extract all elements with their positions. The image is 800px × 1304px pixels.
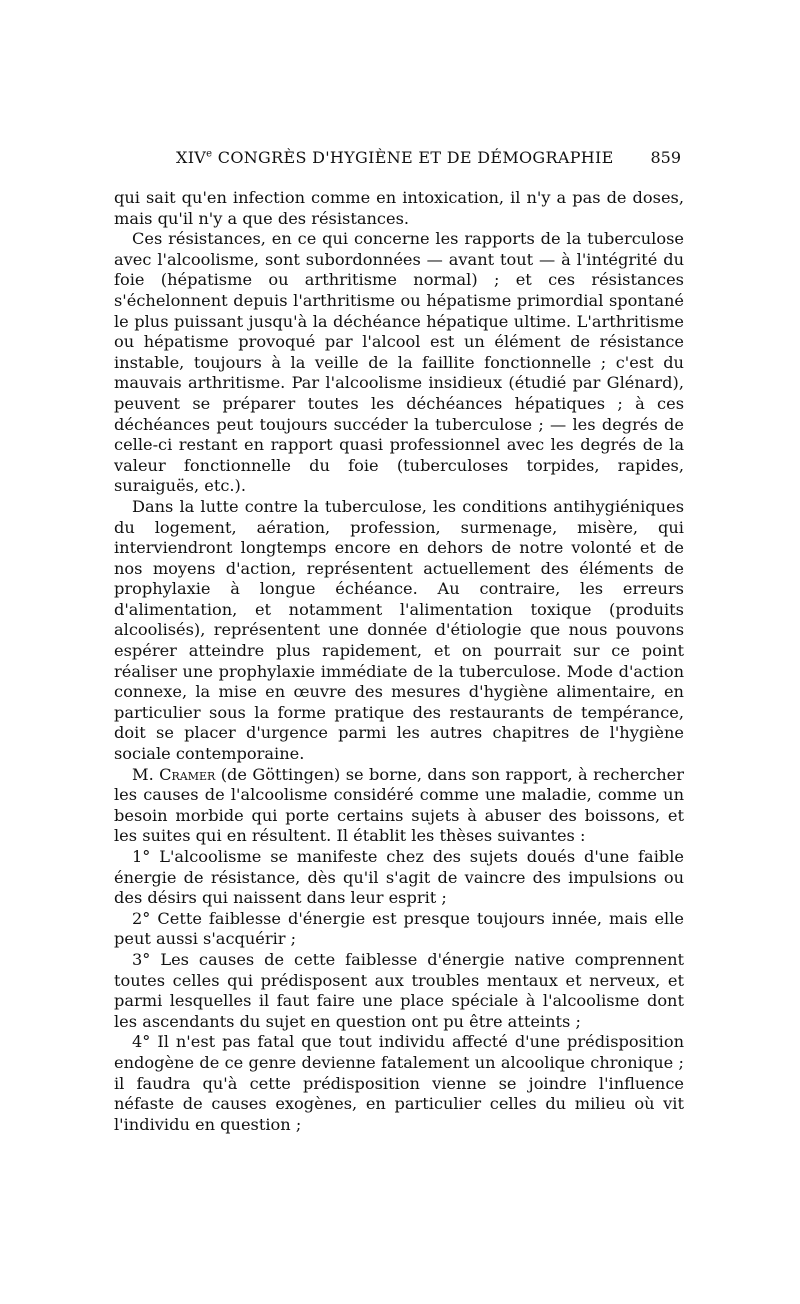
running-title-prefix: XIV [176, 148, 207, 167]
cramer-prefix: M. [132, 764, 160, 784]
cramer-name: Cramer [159, 764, 216, 784]
paragraph-resistances: Ces résistances, en ce qui concerne les rapports de la tuberculose avec l'alcoolisme, sont subordonnées — avant tout — à l'intégrité du foie (hépatisme ou arthritisme normal) ; et ces résistances s'échelonnent depuis l'arthritisme ou hépatisme primordial spontané le plus puissant jusqu'à la déchéance hépatique ultime. L'arthritisme ou hépatisme provoqué par l'alcool est un élément de résistance instable, toujours à la veille de la faillite fonctionnelle ; c'est du mauvais arthritisme. Par l'alcoolisme insidieux (étudié par Glénard), peuvent se préparer toutes les déchéances hépatiques ; à ces déchéances peut toujours succéder la tuberculose ; — les degrés de celle-ci restant en rapport quasi professionnel avec les degrés de la valeur fonctionnelle du foie (tuberculoses torpides, rapides, suraiguës, etc.). [114, 229, 684, 496]
running-header [110, 148, 685, 174]
running-title [176, 148, 614, 167]
running-title-text: CONGRÈS D'HYGIÈNE ET DE DÉMOGRAPHIE [212, 148, 614, 167]
body-text [114, 188, 684, 1135]
running-title-superscript: e [206, 148, 213, 160]
paragraph-cramer [114, 765, 684, 847]
paragraph-continuation: qui sait qu'en infection comme en intoxication, il n'y a pas de doses, mais qu'il n'y a que des résistances. [114, 188, 684, 228]
cramer-text: (de Göttingen) se borne, dans son rapport, à rechercher les causes de l'alcoolisme considéré comme une maladie, comme un besoin morbide qui porte certains sujets à abuser des boissons, et les suites qui en résultent. Il établit les thèses suivantes : [114, 764, 685, 846]
paragraph-lutte: Dans la lutte contre la tuberculose, les conditions antihygiéniques du logement, aération, profession, surmenage, misère, qui interviendront longtemps encore en dehors de notre volonté et de nos moyens d'action, représentent actuellement des éléments de prophylaxie à longue échéance. Au contraire, les erreurs d'alimentation, et notamment l'alimentation toxique (produits alcoolisés), représentent une donnée d'étiologie que nous pouvons espérer atteindre plus rapidement, et on pourrait sur ce point réaliser une prophylaxie immédiate de la tuberculose. Mode d'action connexe, la mise en œuvre des mesures d'hygiène alimentaire, en particulier sous la forme pratique des restaurants de tempérance, doit se placer d'urgence parmi les autres chapitres de l'hygiène sociale contemporaine. [114, 496, 684, 764]
page-number: 859 [650, 148, 681, 167]
thesis-item: 4° Il n'est pas fatal que tout individu affecté d'une prédisposition endogène de ce genre devienne fatalement un alcoolique chronique ; il faudra qu'à cette prédisposition vienne se joindre l'influence néfaste de causes exogènes, en particulier celles du milieu où vit l'individu en question ; [114, 1032, 684, 1134]
thesis-item: 3° Les causes de cette faiblesse d'énergie native comprennent toutes celles qui prédisposent aux troubles mentaux et nerveux, et parmi lesquelles il faut faire une place spéciale à l'alcoolisme dont les ascendants du sujet en question ont pu être atteints ; [114, 949, 684, 1031]
thesis-item: 1° L'alcoolisme se manifeste chez des sujets doués d'une faible énergie de résistance, dès qu'il s'agit de vaincre des impulsions ou des désirs qui naissent dans leur esprit ; [114, 847, 684, 908]
thesis-item: 2° Cette faiblesse d'énergie est presque toujours innée, mais elle peut aussi s'acquérir ; [114, 908, 684, 949]
